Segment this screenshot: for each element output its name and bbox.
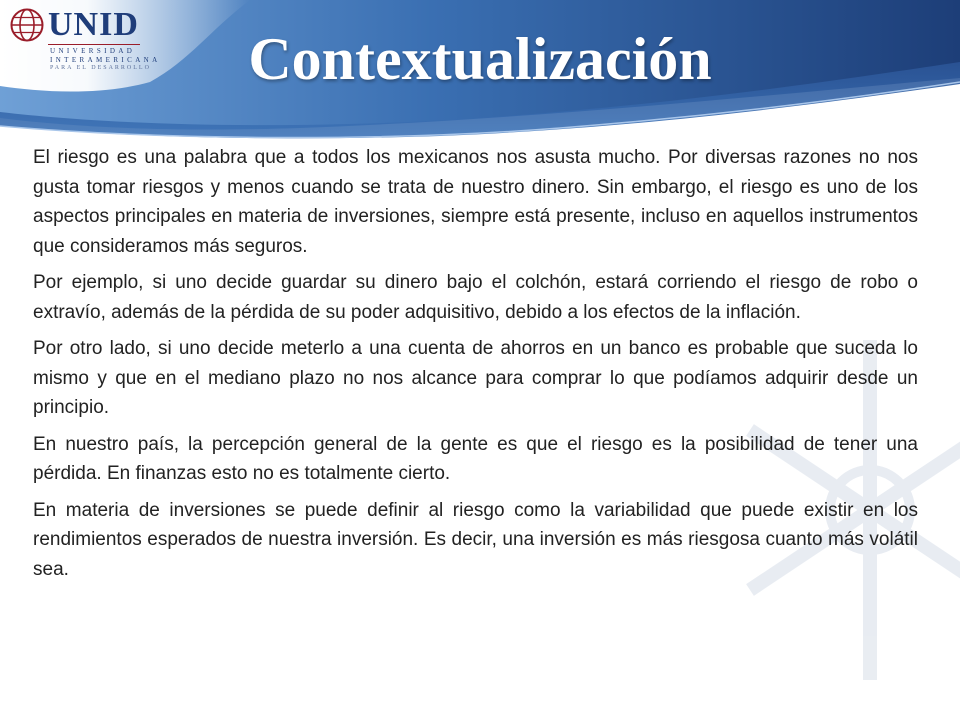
logo-line-2: INTERAMERICANA [50, 56, 161, 64]
slide-body [33, 143, 918, 591]
paragraph-1: El riesgo es una palabra que a todos los mexicanos nos asusta mucho. Por diversas razones no nos gusta tomar riesgos y menos cuando se trata de nuestro dinero. Sin embargo, el riesgo es uno de los aspectos principales en materia de inversiones, siempre está presente, incluso en aquellos instrumentos que consideramos más seguros. [33, 147, 918, 257]
logo-line-1: UNIVERSIDAD [50, 47, 136, 55]
logo-name: UNID [48, 6, 139, 43]
slide-title: Contextualización [248, 26, 712, 92]
logo-line-3: PARA EL DESARROLLO [50, 65, 151, 71]
paragraph-3: Por otro lado, si uno decide meterlo a una cuenta de ahorros en un banco es probable que suceda lo mismo y que en el mediano plazo no nos alcance para comprar lo que podíamos adquirir desde un principio. [33, 338, 918, 418]
paragraph-4: En nuestro país, la percepción general de la gente es que el riesgo es la posibilidad de tener una pérdida. En finanzas esto no es totalmente cierto. [33, 433, 918, 484]
paragraph-5: En materia de inversiones se puede definir al riesgo como la variabilidad que puede existir en los rendimientos esperados de nuestra inversión. Es decir, una inversión es más riesgosa cuanto más volátil sea. [33, 499, 918, 580]
paragraph-2: Por ejemplo, si uno decide guardar su dinero bajo el colchón, estará corriendo el riesgo de robo o extravío, además de la pérdida de su poder adquisitivo, debido a los efectos de la inflación. [33, 272, 918, 323]
